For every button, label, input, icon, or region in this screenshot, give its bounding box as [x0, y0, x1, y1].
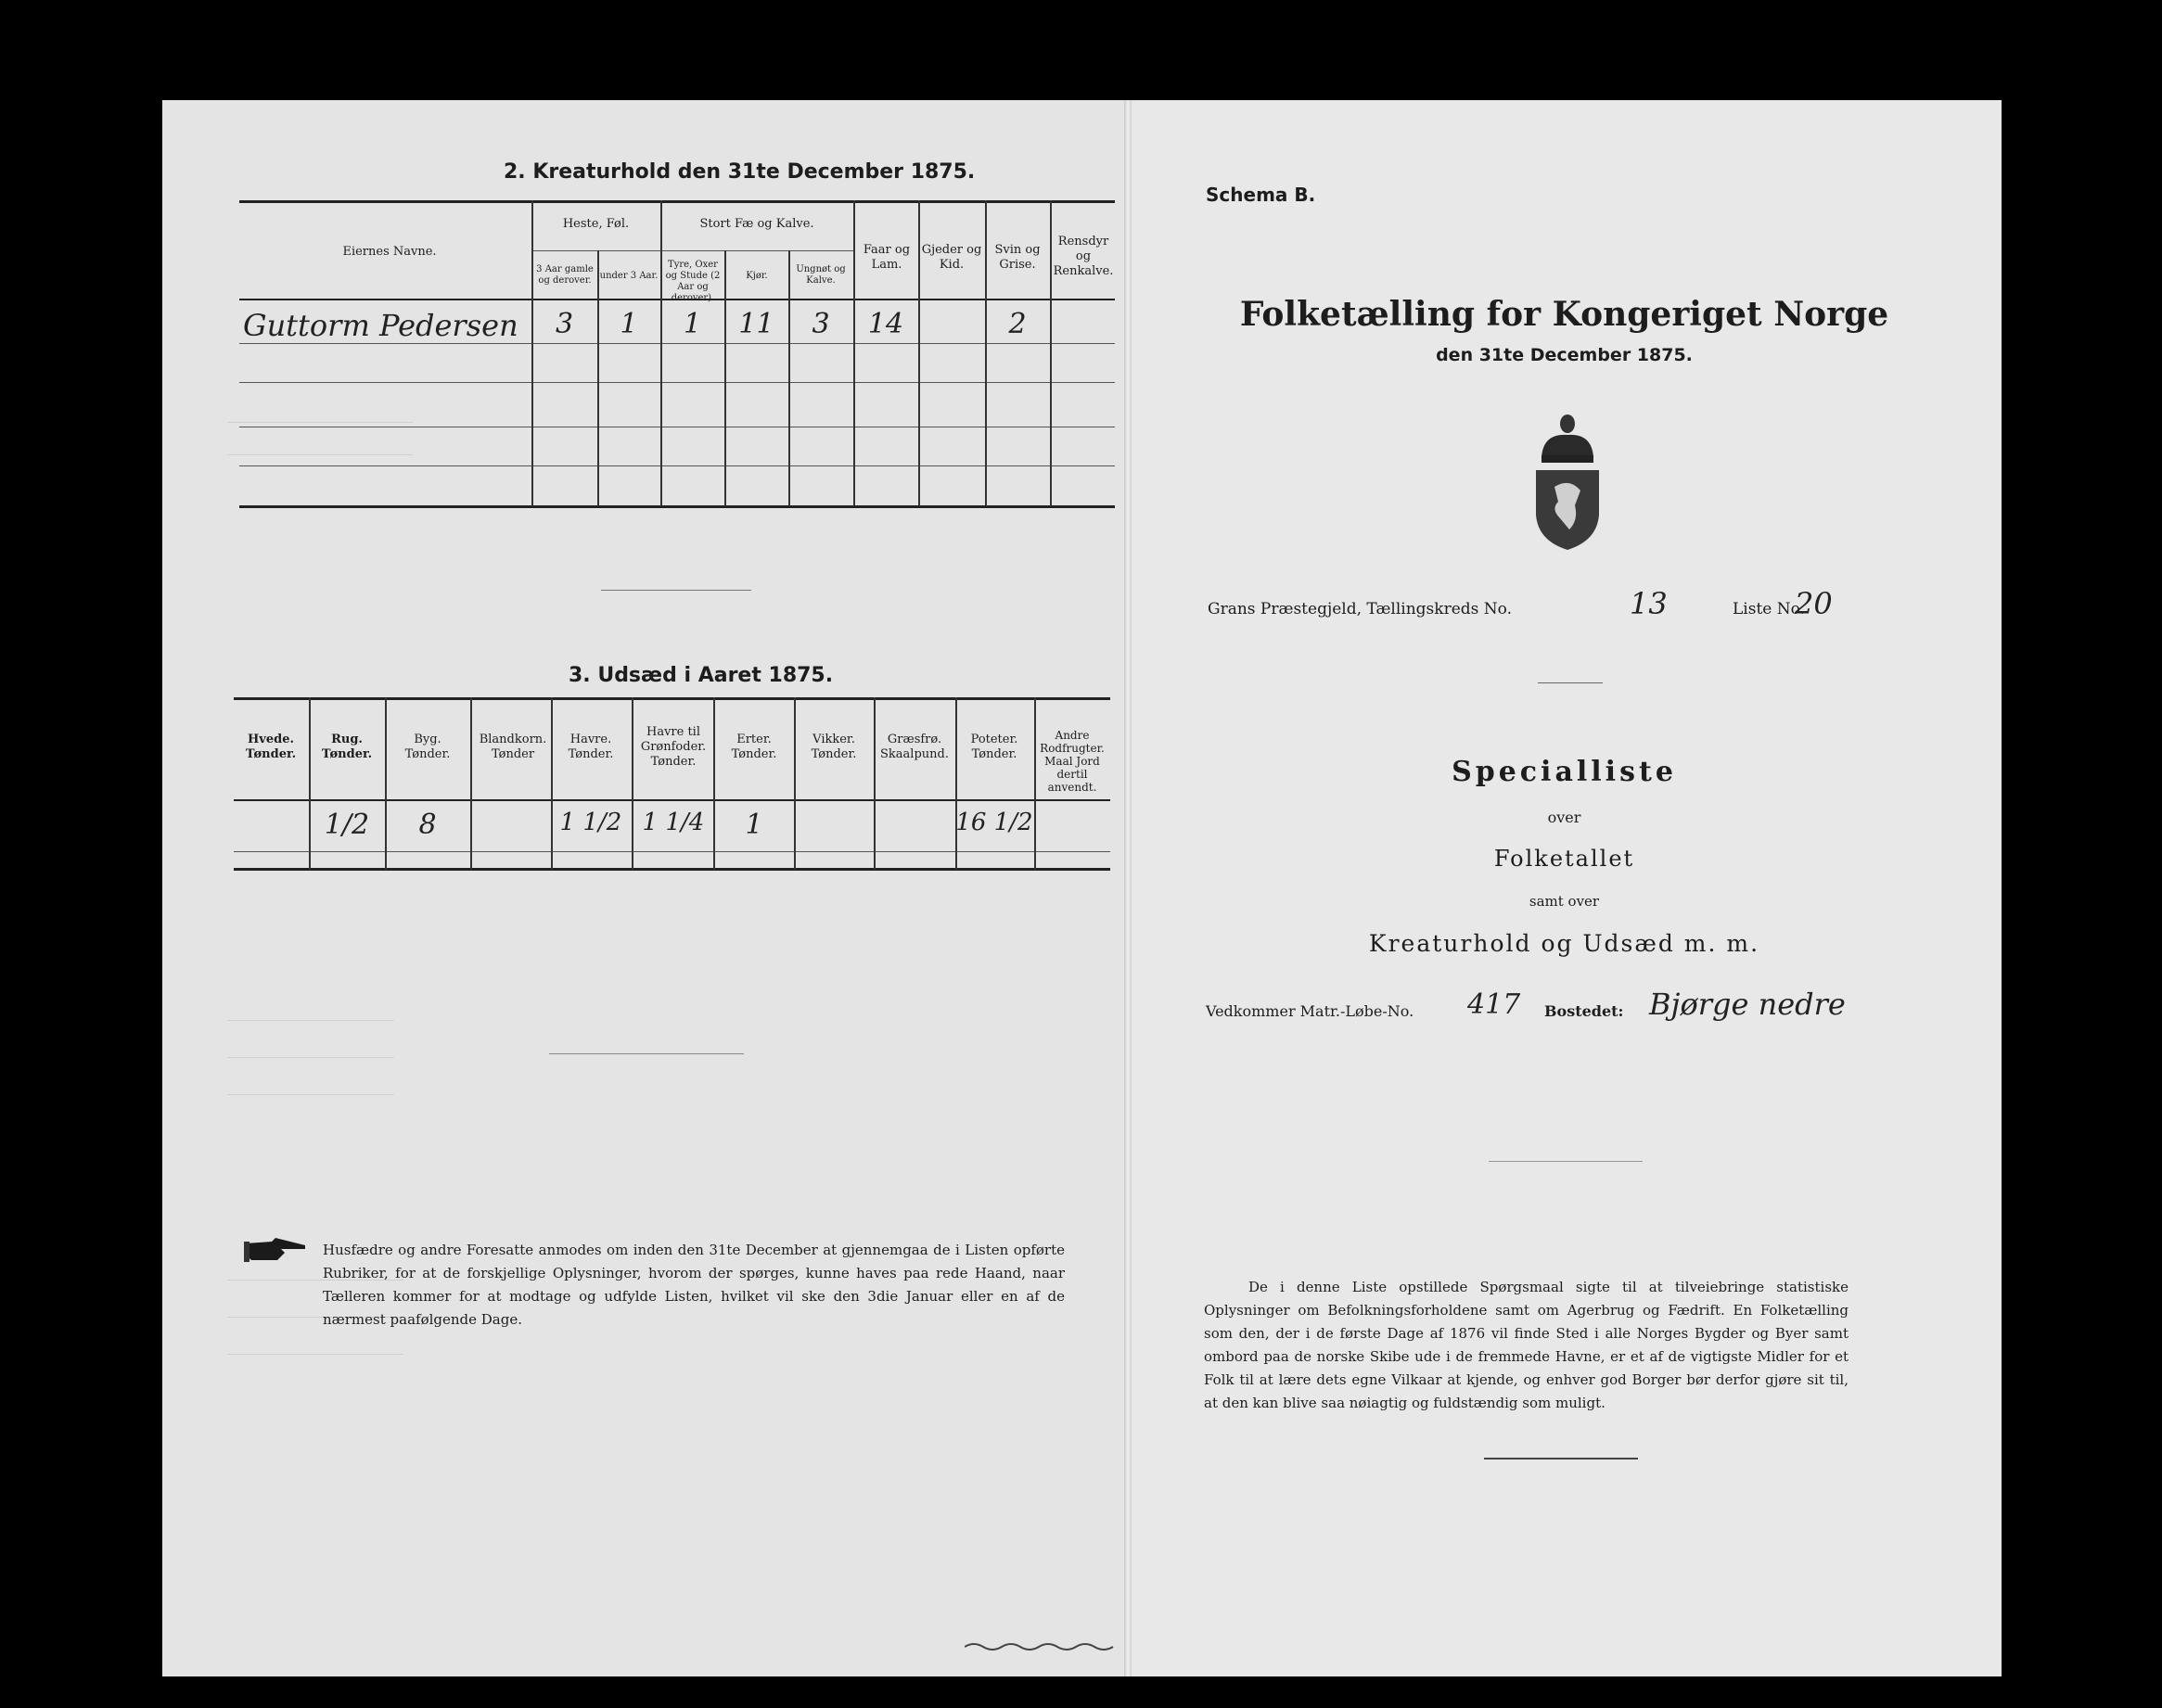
section2-title: 2. Kreaturhold den 31te December 1875.	[504, 160, 976, 184]
mixed-grain-header: Blandkorn. Tønder	[479, 733, 547, 761]
bosted-value: Bjørge nedre	[1649, 987, 1846, 1022]
section3-column-divider	[955, 697, 957, 870]
list-number: 20	[1795, 586, 1833, 621]
specialliste-heading: Specialliste	[1452, 756, 1677, 788]
owner-name: Guttorm Pedersen	[243, 308, 518, 343]
section3-title: 3. Udsæd i Aaret 1875.	[569, 664, 834, 687]
barley-header: Byg. Tønder.	[404, 733, 451, 761]
sheep-value: 14	[867, 308, 904, 340]
calves-value: 3	[812, 308, 830, 340]
scribble-mark	[965, 1639, 1132, 1654]
pointing-hand-icon	[244, 1236, 309, 1264]
bulls-header: Tyre, Oxer og Stude (2 Aar og derover).	[665, 260, 721, 303]
samt-over-text: samt over	[1529, 893, 1600, 910]
sheep-header: Faar og Lam.	[863, 243, 911, 272]
section3-column-divider	[713, 697, 715, 870]
pigs-value: 2	[1008, 308, 1027, 340]
cattle-header: Stort Fæ og Kalve.	[699, 217, 814, 231]
horses-young-header: under 3 Aar.	[599, 271, 659, 281]
peas-value: 1	[745, 809, 763, 841]
matr-number: 417	[1467, 988, 1521, 1021]
bulls-value: 1	[683, 308, 702, 340]
rye-value: 1/2	[324, 809, 370, 841]
list-label: Liste No.	[1733, 600, 1805, 618]
potatoes-value: 16 1/2	[955, 809, 1033, 836]
kreaturhold-heading: Kreaturhold og Udsæd m. m.	[1368, 930, 1760, 957]
section3-column-divider	[309, 697, 311, 870]
coat-of-arms-icon	[1532, 413, 1603, 552]
horses-adult-header: 3 Aar gamle og derover.	[536, 264, 594, 286]
oats-header: Havre. Tønder.	[568, 733, 614, 761]
page-fold	[1124, 100, 1132, 1676]
oats-fodder-header: Havre til Grønfoder. Tønder.	[640, 725, 707, 769]
section3-column-divider	[470, 697, 472, 870]
wheat-header: Hvede. Tønder.	[245, 733, 297, 761]
parish-label: Grans Præstegjeld, Tællingskreds No.	[1208, 600, 1512, 618]
schema-label: Schema B.	[1206, 184, 1316, 206]
oats-value: 1 1/2	[559, 809, 622, 836]
census-date: den 31te December 1875.	[1436, 345, 1693, 365]
barley-value: 8	[418, 809, 437, 841]
owner-header: Eiernes Navne.	[342, 245, 437, 259]
grass-seed-header: Græsfrø. Skaalpund.	[880, 733, 949, 761]
main-title: Folketælling for Kongeriget Norge	[1239, 295, 1889, 334]
vetch-header: Vikker. Tønder.	[811, 733, 857, 761]
potatoes-header: Poteter. Tønder.	[970, 733, 1018, 761]
horses-header: Heste, Føl.	[562, 217, 630, 231]
oats-fodder-value: 1 1/4	[642, 809, 705, 836]
cows-value: 11	[738, 308, 774, 340]
district-number: 13	[1630, 586, 1668, 621]
rye-header: Rug. Tønder.	[321, 733, 373, 761]
folketallet-heading: Folketallet	[1493, 846, 1635, 872]
goats-header: Gjeder og Kid.	[921, 243, 982, 272]
matr-label: Vedkommer Matr.-Løbe-No.	[1206, 1002, 1414, 1020]
pigs-header: Svin og Grise.	[994, 243, 1041, 272]
section3-column-divider	[385, 697, 387, 870]
root-crops-header: Andre Rodfrugter. Maal Jord dertil anvendt.	[1040, 729, 1105, 794]
calves-header: Ungnøt og Kalve.	[796, 264, 846, 286]
section3-column-divider	[794, 697, 796, 870]
explanation-paragraph: De i denne Liste opstillede Spørgsmaal sigte til at tilveiebringe statistiske Oplysninger om Befolkningsforholdene samt om Agerbrug og Fædrift. En Folketælling som den, der i de første Dage af 1876 vil finde Sted i alle Norges Bygder og Byer samt ombord paa de norske Skibe ude i de fremmede Havne, er et af de vigtigste Midler for et Folk til at lære dets egne Vilkaar at kjende, og enhver god Borger bør derfor gjøre sit til, at den kan blive saa nøiagtig og fuldstændig som muligt.	[1204, 1279, 1849, 1411]
horses-young-value: 1	[620, 308, 638, 340]
bosted-label: Bostedet:	[1544, 1002, 1624, 1020]
over-word: over	[1547, 809, 1581, 826]
cows-header: Kjør.	[746, 271, 768, 281]
section3-column-divider	[632, 697, 633, 870]
right-page	[1127, 100, 2002, 1676]
peas-header: Erter. Tønder.	[731, 733, 777, 761]
section3-column-divider	[551, 697, 553, 870]
section3-column-divider	[874, 697, 876, 870]
horses-adult-value: 3	[555, 308, 574, 340]
notice-text: Husfædre og andre Foresatte anmodes om inden den 31te December at gjennemgaa de i Listen opførte Rubriker, for at de forskjellige Oplysninger, hvorom der spørges, kunne haves paa rede Haand, naar Tælleren kommer for at modtage og udfylde Listen, hvilket vil ske den 3die Januar eller en af de nærmest paafølgende Dage.	[323, 1242, 1065, 1328]
reindeer-header: Rensdyr og Renkalve.	[1053, 235, 1114, 278]
